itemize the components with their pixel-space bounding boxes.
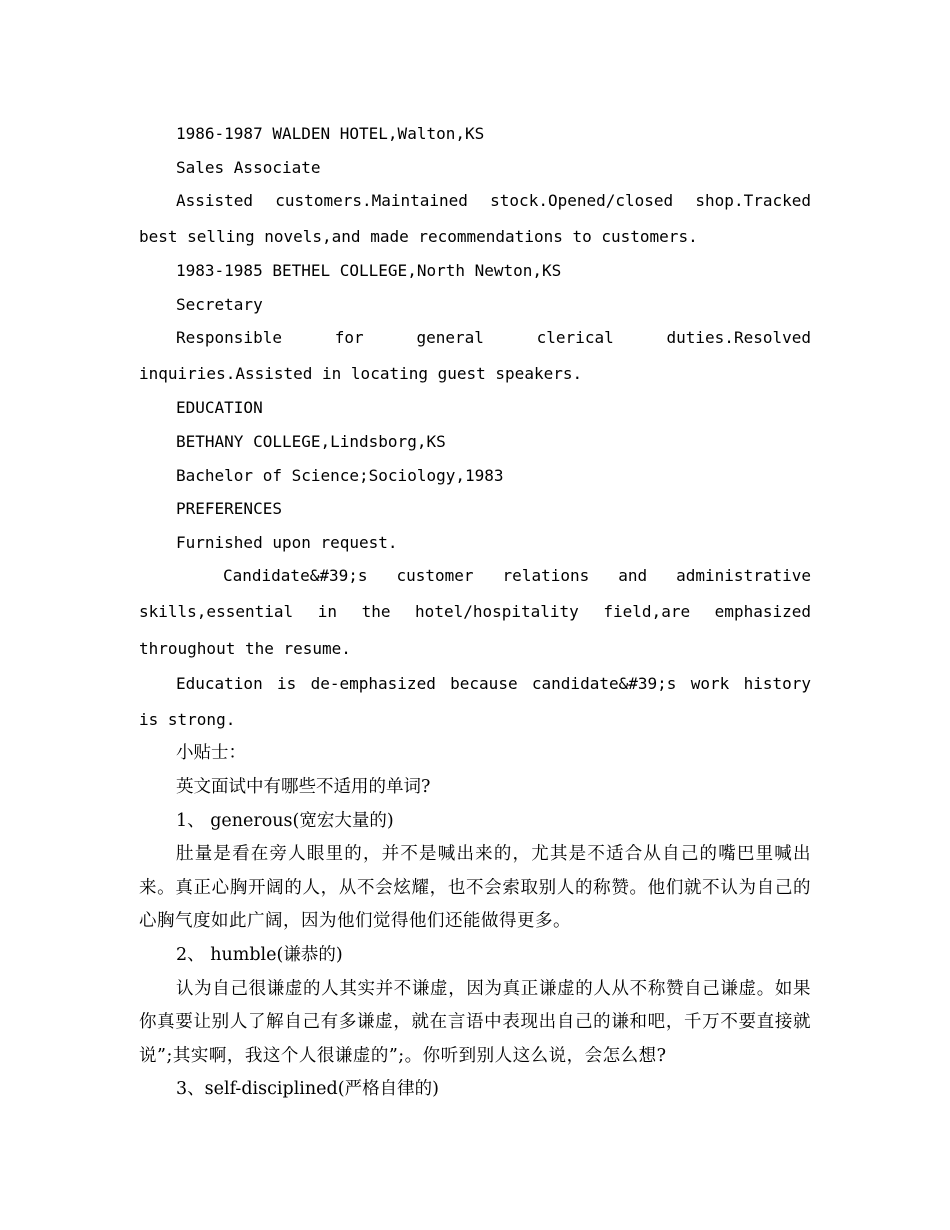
tips-question: 英文面试中有哪些不适用的单词?	[176, 776, 431, 797]
job1-description: Assisted customers.Maintained stock.Opened/closed shop.Tracked best selling novels,and made recommendations to customers.	[139, 190, 811, 247]
job1-header: 1986-1987 WALDEN HOTEL,Walton,KS	[176, 124, 485, 143]
job2-header: 1983-1985 BETHEL COLLEGE,North Newton,KS	[176, 261, 562, 281]
note-customer-relations: Candidate&#39;s customer relations and administrative skills,essential in the hotel/hospitality field,are emphasized throughout the resume.	[139, 565, 811, 658]
item1-text: 肚量是看在旁人眼里的，并不是喊出来的，尤其是不适合从自己的嘴巴里喊出来。真正心胸开阔的人，从不会炫耀，也不会索取别人的称赞。他们就不认为自己的心胸气度如此广阔，因为他们觉得他们还能做得更多。	[139, 844, 811, 932]
school-line: BETHANY COLLEGE,Lindsborg,KS	[176, 431, 446, 451]
job1-title: Sales Associate	[176, 157, 321, 177]
item1-heading: 1、 generous(宽宏大量的)	[176, 810, 394, 831]
degree-line: Bachelor of Science;Sociology,1983	[176, 465, 504, 485]
item2-heading: 2、 humble(谦恭的)	[176, 944, 343, 965]
job2-description: Responsible for general clerical duties.Resolved inquiries.Assisted in locating guest speakers.	[139, 327, 811, 384]
tips-label: 小贴士：	[176, 743, 246, 764]
job2-title: Secretary	[176, 294, 263, 314]
document-body	[139, 117, 811, 1107]
note-education: Education is de-emphasized because candidate&#39;s work history is strong.	[139, 673, 811, 730]
item2-text: 认为自己很谦虚的人其实并不谦虚，因为真正谦虚的人从不称赞自己谦虚。如果你真要让别人了解自己有多谦虚，就在言语中表现出自己的谦和吧，千万不要直接就说”;其实啊，我这个人很谦虚的”;。你听到别人这么说，会怎么想?	[139, 978, 811, 1066]
education-heading: EDUCATION	[176, 398, 263, 418]
item3-heading: 3、self-disciplined(严格自律的)	[176, 1079, 439, 1100]
preferences-text: Furnished upon request.	[176, 532, 398, 552]
preferences-heading: PREFERENCES	[176, 499, 282, 519]
